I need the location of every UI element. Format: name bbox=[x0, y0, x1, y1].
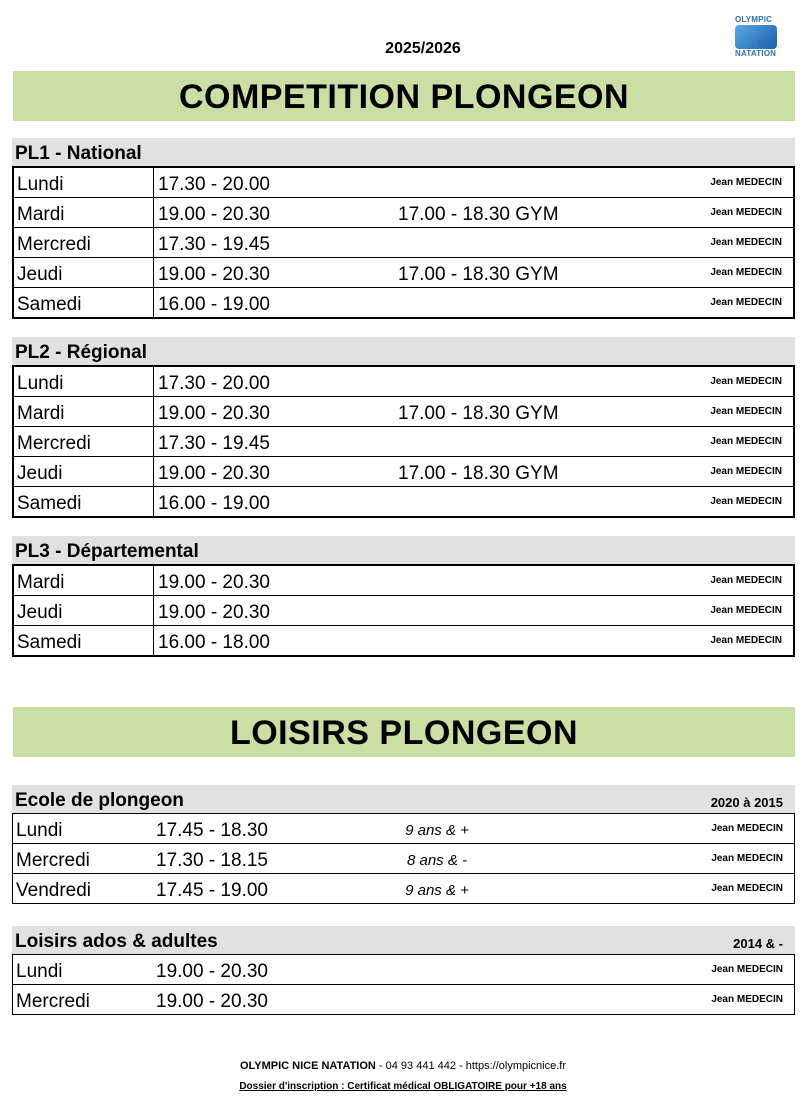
day-cell: Jeudi bbox=[13, 457, 154, 487]
pl2-section bbox=[12, 337, 795, 518]
location-cell: Jean MEDECIN bbox=[662, 565, 794, 596]
time-cell: 19.00 - 20.30 bbox=[154, 397, 395, 427]
table-row bbox=[13, 167, 794, 198]
time-cell: 17.45 - 18.30 bbox=[152, 814, 392, 844]
section-title: PL3 - Départemental bbox=[15, 541, 199, 562]
location-cell: Jean MEDECIN bbox=[662, 457, 794, 487]
schedule-table bbox=[12, 954, 795, 1015]
section-title: PL1 - National bbox=[15, 143, 142, 164]
day-cell: Samedi bbox=[13, 626, 154, 657]
location-cell: Jean MEDECIN bbox=[662, 596, 794, 626]
pl1-section bbox=[12, 138, 795, 319]
day-cell: Mardi bbox=[13, 565, 154, 596]
footer-contact-info: - 04 93 441 442 - https://olympicnice.fr bbox=[375, 1060, 567, 1072]
day-cell: Lundi bbox=[13, 955, 153, 985]
location-cell: Jean MEDECIN bbox=[710, 634, 782, 646]
table-row bbox=[13, 366, 794, 397]
time-cell: 17.30 - 20.00 bbox=[154, 167, 395, 198]
day-cell: Lundi bbox=[13, 167, 154, 198]
time-cell: 19.00 - 20.30 bbox=[154, 596, 395, 626]
extra-session-cell bbox=[394, 427, 662, 457]
pl3-section bbox=[12, 536, 795, 657]
location-cell: Jean MEDECIN bbox=[663, 844, 795, 874]
empty-cell bbox=[482, 874, 663, 904]
time-cell: 16.00 - 18.00 bbox=[158, 632, 270, 653]
day-cell: Samedi bbox=[13, 487, 154, 518]
location-cell: Jean MEDECIN bbox=[663, 955, 795, 985]
loisirs-section bbox=[12, 926, 795, 1015]
day-cell: Vendredi bbox=[16, 880, 92, 901]
age-cell: 8 ans & - bbox=[392, 844, 482, 874]
table-row bbox=[13, 814, 795, 844]
footer-club-name: OLYMPIC NICE NATATION bbox=[239, 1060, 376, 1072]
extra-session-cell bbox=[394, 366, 662, 397]
table-row bbox=[13, 844, 795, 874]
day-cell: Lundi bbox=[13, 814, 153, 844]
time-cell: 19.00 - 20.30 bbox=[154, 457, 395, 487]
extra-session-cell bbox=[394, 487, 662, 518]
day-cell: Jeudi bbox=[13, 596, 154, 626]
logo-text-nice: NICE bbox=[757, 39, 777, 48]
extra-session-cell bbox=[394, 565, 662, 596]
club-logo bbox=[733, 14, 779, 60]
location-cell: Jean MEDECIN bbox=[662, 427, 794, 457]
location-cell: Jean MEDECIN bbox=[710, 296, 782, 308]
empty-cell bbox=[392, 985, 663, 1015]
section-header bbox=[12, 926, 795, 954]
table-row bbox=[13, 874, 795, 904]
table-row bbox=[13, 397, 794, 427]
extra-session-cell: 17.00 - 18.30 GYM bbox=[394, 457, 662, 487]
extra-session-cell bbox=[394, 167, 662, 198]
empty-cell bbox=[482, 844, 663, 874]
time-cell: 17.30 - 20.00 bbox=[154, 366, 395, 397]
section-title: Ecole de plongeon bbox=[15, 790, 184, 811]
time-cell: 19.00 - 20.30 bbox=[154, 565, 395, 596]
table-row bbox=[13, 487, 794, 518]
age-cell: 9 ans & + bbox=[405, 882, 469, 899]
location-cell: Jean MEDECIN bbox=[662, 228, 794, 258]
logo-text-natation: NATATION bbox=[735, 49, 777, 58]
schedule-table bbox=[12, 365, 795, 518]
logo-text-olympic: OLYMPIC bbox=[735, 15, 773, 24]
time-cell: 19.00 - 20.30 bbox=[154, 258, 395, 288]
table-row bbox=[13, 288, 794, 319]
section-title: PL2 - Régional bbox=[15, 342, 147, 363]
day-cell: Samedi bbox=[13, 288, 154, 319]
extra-session-cell bbox=[394, 596, 662, 626]
table-row bbox=[13, 427, 794, 457]
extra-session-cell bbox=[394, 626, 662, 657]
day-cell: Mercredi bbox=[13, 427, 154, 457]
location-cell: Jean MEDECIN bbox=[711, 882, 783, 894]
location-cell: Jean MEDECIN bbox=[662, 397, 794, 427]
time-cell: 19.00 - 20.30 bbox=[152, 955, 392, 985]
extra-session-cell bbox=[394, 288, 662, 319]
time-cell: 16.00 - 19.00 bbox=[158, 294, 270, 315]
empty-cell bbox=[482, 814, 663, 844]
section-title: Loisirs ados & adultes bbox=[15, 931, 218, 952]
time-cell: 19.00 - 20.30 bbox=[156, 991, 268, 1012]
time-cell: 17.30 - 18.15 bbox=[152, 844, 392, 874]
extra-session-cell bbox=[394, 228, 662, 258]
competition-banner: COMPETITION PLONGEON bbox=[13, 71, 795, 121]
location-cell: Jean MEDECIN bbox=[711, 993, 783, 1005]
table-row bbox=[13, 228, 794, 258]
empty-cell bbox=[392, 955, 663, 985]
table-row bbox=[13, 596, 794, 626]
day-cell: Jeudi bbox=[13, 258, 154, 288]
time-cell: 19.00 - 20.30 bbox=[154, 198, 395, 228]
section-header bbox=[12, 337, 795, 365]
footer-contact bbox=[0, 1060, 806, 1072]
day-cell: Lundi bbox=[13, 366, 154, 397]
schedule-table bbox=[12, 813, 795, 904]
day-cell: Mardi bbox=[13, 397, 154, 427]
extra-session-cell: 17.00 - 18.30 GYM bbox=[394, 198, 662, 228]
time-cell: 17.30 - 19.45 bbox=[154, 427, 395, 457]
table-row bbox=[13, 626, 794, 657]
location-cell: Jean MEDECIN bbox=[663, 814, 795, 844]
section-header bbox=[12, 785, 795, 813]
time-cell: 17.45 - 19.00 bbox=[156, 880, 268, 901]
schedule-table bbox=[12, 166, 795, 319]
section-header bbox=[12, 536, 795, 564]
birth-year-range: 2014 & - bbox=[733, 936, 783, 951]
table-row bbox=[13, 955, 795, 985]
location-cell: Jean MEDECIN bbox=[662, 366, 794, 397]
extra-session-cell: 17.00 - 18.30 GYM bbox=[394, 258, 662, 288]
extra-session-cell: 17.00 - 18.30 GYM bbox=[394, 397, 662, 427]
table-row bbox=[13, 258, 794, 288]
time-cell: 16.00 - 19.00 bbox=[158, 493, 270, 514]
location-cell: Jean MEDECIN bbox=[662, 198, 794, 228]
loisirs-banner: LOISIRS PLONGEON bbox=[13, 707, 795, 757]
ecole-section bbox=[12, 785, 795, 904]
section-header bbox=[12, 138, 795, 166]
footer-note: Dossier d'inscription : Certificat médical OBLIGATOIRE pour +18 ans bbox=[239, 1081, 567, 1092]
season-year: 2025/2026 bbox=[385, 40, 461, 57]
table-row bbox=[13, 198, 794, 228]
birth-year-range: 2020 à 2015 bbox=[710, 795, 783, 810]
day-cell: Mercredi bbox=[13, 844, 153, 874]
table-row bbox=[13, 985, 795, 1015]
time-cell: 17.30 - 19.45 bbox=[154, 228, 395, 258]
schedule-table bbox=[12, 564, 795, 657]
age-cell: 9 ans & + bbox=[392, 814, 482, 844]
day-cell: Mercredi bbox=[13, 228, 154, 258]
day-cell: Mercredi bbox=[16, 991, 90, 1012]
table-row bbox=[13, 565, 794, 596]
day-cell: Mardi bbox=[13, 198, 154, 228]
table-row bbox=[13, 457, 794, 487]
location-cell: Jean MEDECIN bbox=[710, 495, 782, 507]
location-cell: Jean MEDECIN bbox=[662, 167, 794, 198]
location-cell: Jean MEDECIN bbox=[662, 258, 794, 288]
